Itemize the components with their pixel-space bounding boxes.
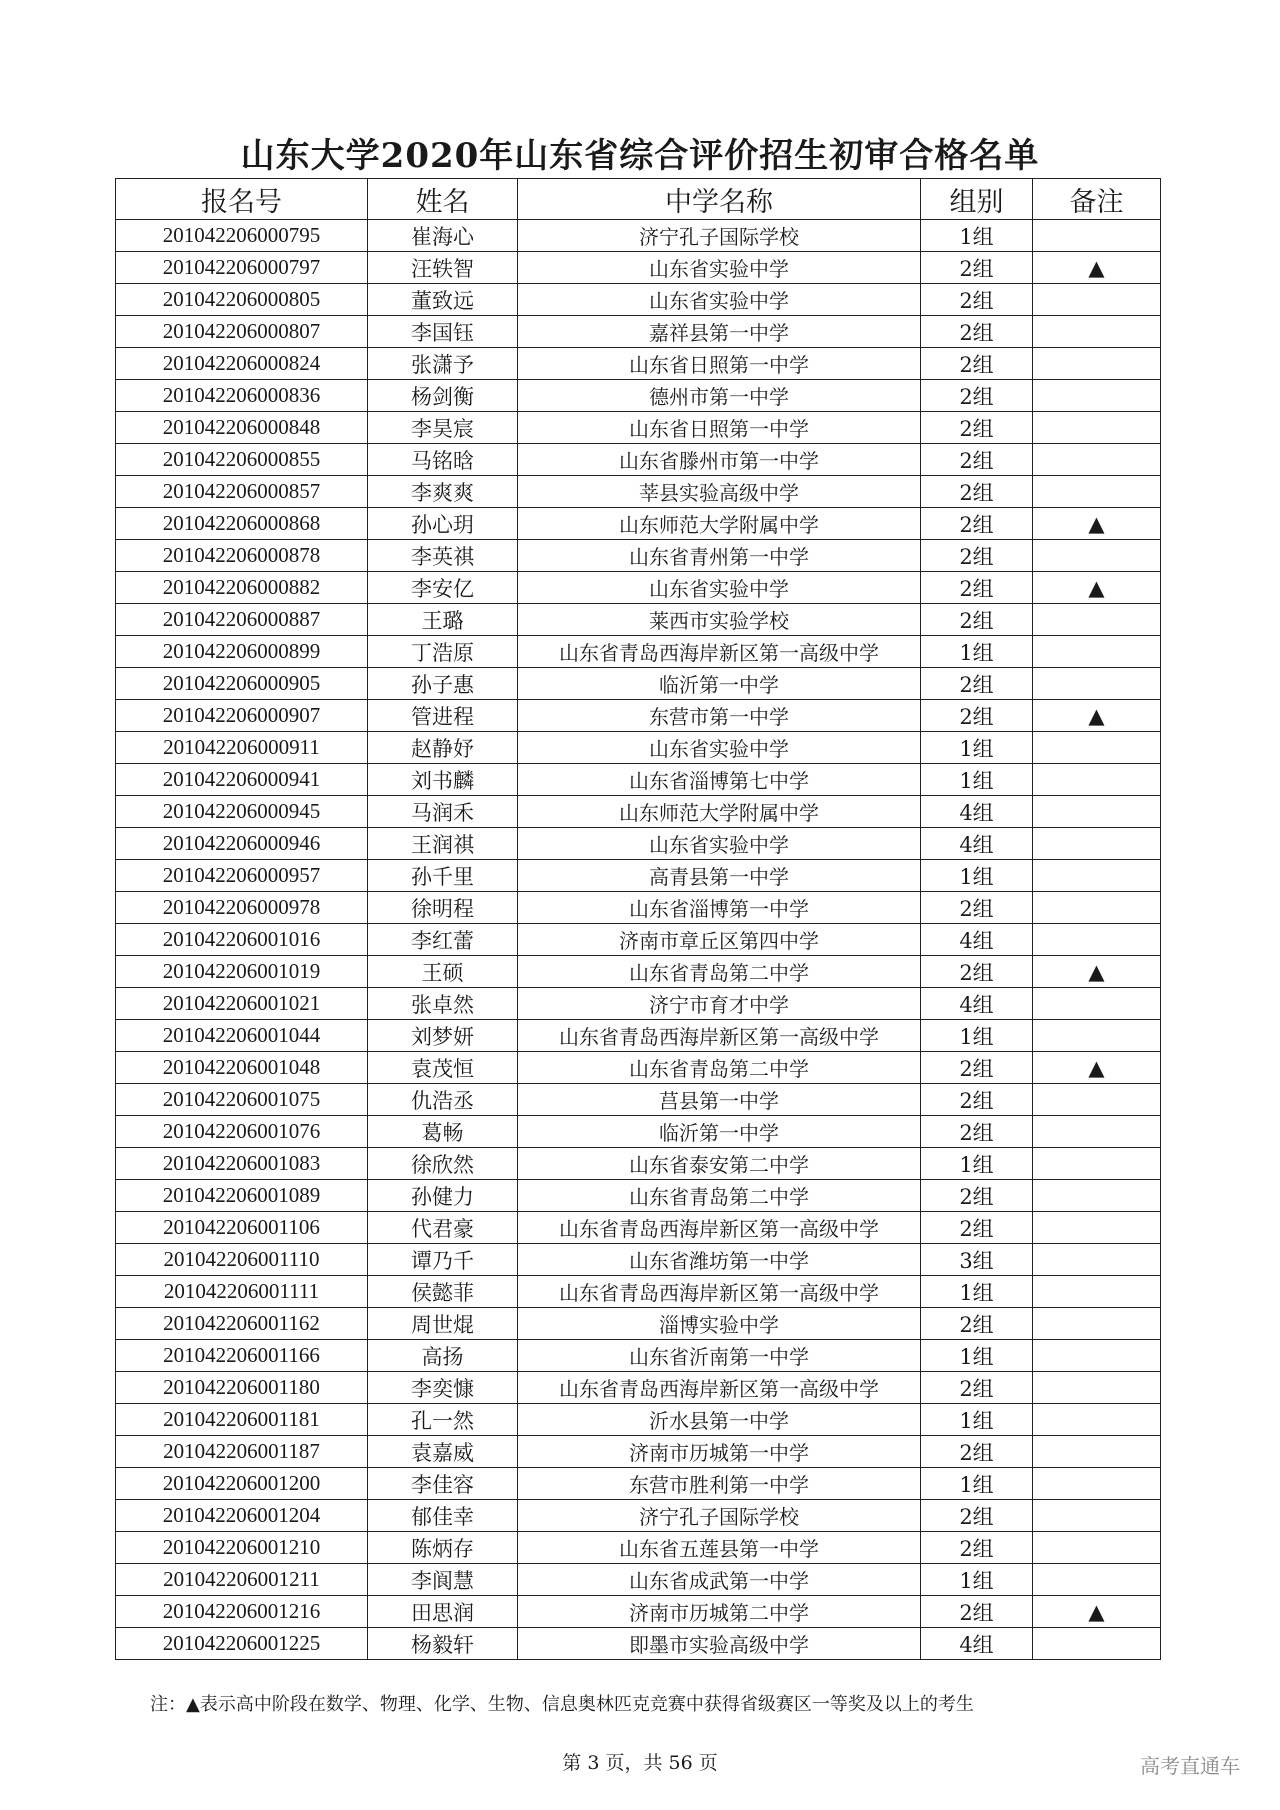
registration-number-cell: 201042206000836 <box>116 380 368 412</box>
table-row <box>116 1372 1161 1404</box>
table-row <box>116 444 1161 476</box>
group-cell: 2组 <box>921 476 1033 508</box>
school-cell: 济南市章丘区第四中学 <box>518 924 921 956</box>
remark-cell <box>1033 284 1161 316</box>
group-cell: 4组 <box>921 1628 1033 1660</box>
school-cell: 沂水县第一中学 <box>518 1404 921 1436</box>
remark-cell <box>1033 1564 1161 1596</box>
group-cell: 2组 <box>921 700 1033 732</box>
remark-cell <box>1033 1116 1161 1148</box>
group-cell: 1组 <box>921 732 1033 764</box>
remark-cell <box>1033 1340 1161 1372</box>
remark-cell <box>1033 636 1161 668</box>
school-cell: 东营市第一中学 <box>518 700 921 732</box>
registration-number-cell: 201042206001210 <box>116 1532 368 1564</box>
registration-number-cell: 201042206001111 <box>116 1276 368 1308</box>
group-cell: 2组 <box>921 1596 1033 1628</box>
school-cell: 山东省日照第一中学 <box>518 348 921 380</box>
group-cell: 2组 <box>921 1532 1033 1564</box>
table-row <box>116 476 1161 508</box>
school-cell: 山东省淄博第一中学 <box>518 892 921 924</box>
group-cell: 2组 <box>921 252 1033 284</box>
remark-cell <box>1033 1308 1161 1340</box>
table-row <box>116 1340 1161 1372</box>
registration-number-cell: 201042206001016 <box>116 924 368 956</box>
remark-cell <box>1033 1404 1161 1436</box>
school-cell: 山东师范大学附属中学 <box>518 508 921 540</box>
remark-cell <box>1033 220 1161 252</box>
name-cell: 代君豪 <box>368 1212 518 1244</box>
remark-cell <box>1033 1020 1161 1052</box>
group-cell: 2组 <box>921 1116 1033 1148</box>
school-cell: 山东省青岛西海岸新区第一高级中学 <box>518 1372 921 1404</box>
group-cell: 4组 <box>921 796 1033 828</box>
remark-cell <box>1033 348 1161 380</box>
remark-cell: ▲ <box>1033 700 1161 732</box>
remark-cell <box>1033 924 1161 956</box>
school-cell: 山东省青岛第二中学 <box>518 1180 921 1212</box>
registration-number-cell: 201042206001216 <box>116 1596 368 1628</box>
group-cell: 1组 <box>921 220 1033 252</box>
table-header-row <box>116 179 1161 220</box>
name-cell: 孙千里 <box>368 860 518 892</box>
registration-number-cell: 201042206001180 <box>116 1372 368 1404</box>
group-cell: 1组 <box>921 1148 1033 1180</box>
registration-number-cell: 201042206000824 <box>116 348 368 380</box>
name-cell: 管进程 <box>368 700 518 732</box>
school-cell: 莒县第一中学 <box>518 1084 921 1116</box>
name-cell: 李阆慧 <box>368 1564 518 1596</box>
group-cell: 4组 <box>921 924 1033 956</box>
table-row <box>116 700 1161 732</box>
name-cell: 汪轶智 <box>368 252 518 284</box>
name-cell: 孔一然 <box>368 1404 518 1436</box>
remark-cell <box>1033 988 1161 1020</box>
registration-number-cell: 201042206000857 <box>116 476 368 508</box>
name-cell: 李英祺 <box>368 540 518 572</box>
remark-cell <box>1033 1532 1161 1564</box>
group-cell: 2组 <box>921 1180 1033 1212</box>
school-cell: 济宁市育才中学 <box>518 988 921 1020</box>
registration-number-cell: 201042206000855 <box>116 444 368 476</box>
school-cell: 山东省实验中学 <box>518 284 921 316</box>
table-row <box>116 1628 1161 1660</box>
group-cell: 2组 <box>921 956 1033 988</box>
table-row <box>116 764 1161 796</box>
header-registration-number: 报名号 <box>116 179 368 220</box>
school-cell: 济南市历城第一中学 <box>518 1436 921 1468</box>
table-row <box>116 796 1161 828</box>
registration-number-cell: 201042206000795 <box>116 220 368 252</box>
table-row <box>116 1500 1161 1532</box>
school-cell: 山东省五莲县第一中学 <box>518 1532 921 1564</box>
header-school: 中学名称 <box>518 179 921 220</box>
page-number: 第 3 页，共 56 页 <box>562 1752 718 1774</box>
group-cell: 1组 <box>921 764 1033 796</box>
remark-cell <box>1033 732 1161 764</box>
remark-cell <box>1033 1244 1161 1276</box>
remark-cell: ▲ <box>1033 508 1161 540</box>
registration-number-cell: 201042206000957 <box>116 860 368 892</box>
table-row <box>116 1468 1161 1500</box>
group-cell: 2组 <box>921 1308 1033 1340</box>
registration-number-cell: 201042206001089 <box>116 1180 368 1212</box>
table-row <box>116 892 1161 924</box>
group-cell: 2组 <box>921 604 1033 636</box>
table-row <box>116 348 1161 380</box>
table-row <box>116 1244 1161 1276</box>
name-cell: 刘书麟 <box>368 764 518 796</box>
registration-number-cell: 201042206001181 <box>116 1404 368 1436</box>
table-row <box>116 572 1161 604</box>
school-cell: 山东省青岛西海岸新区第一高级中学 <box>518 1276 921 1308</box>
table-row <box>116 1436 1161 1468</box>
school-cell: 济宁孔子国际学校 <box>518 1500 921 1532</box>
registration-number-cell: 201042206001019 <box>116 956 368 988</box>
footnote: 注：▲表示高中阶段在数学、物理、化学、生物、信息奥林匹克竞赛中获得省级赛区一等奖及以上的考生 <box>150 1694 974 1715</box>
name-cell: 侯懿菲 <box>368 1276 518 1308</box>
name-cell: 李爽爽 <box>368 476 518 508</box>
school-cell: 莘县实验高级中学 <box>518 476 921 508</box>
registration-number-cell: 201042206001166 <box>116 1340 368 1372</box>
registration-number-cell: 201042206000805 <box>116 284 368 316</box>
name-cell: 郁佳幸 <box>368 1500 518 1532</box>
registration-number-cell: 201042206000807 <box>116 316 368 348</box>
table-row <box>116 988 1161 1020</box>
name-cell: 李昊宸 <box>368 412 518 444</box>
school-cell: 山东省青岛西海岸新区第一高级中学 <box>518 1020 921 1052</box>
name-cell: 董致远 <box>368 284 518 316</box>
group-cell: 1组 <box>921 1340 1033 1372</box>
name-cell: 马润禾 <box>368 796 518 828</box>
school-cell: 山东省泰安第二中学 <box>518 1148 921 1180</box>
table-row <box>116 540 1161 572</box>
name-cell: 袁茂恒 <box>368 1052 518 1084</box>
registration-number-cell: 201042206001048 <box>116 1052 368 1084</box>
watermark: 高考直通车 <box>1140 1754 1240 1778</box>
name-cell: 孙子惠 <box>368 668 518 700</box>
name-cell: 杨剑衡 <box>368 380 518 412</box>
name-cell: 崔海心 <box>368 220 518 252</box>
header-group: 组别 <box>921 179 1033 220</box>
table-row <box>116 316 1161 348</box>
registration-number-cell: 201042206000946 <box>116 828 368 860</box>
registration-number-cell: 201042206000941 <box>116 764 368 796</box>
group-cell: 4组 <box>921 828 1033 860</box>
school-cell: 高青县第一中学 <box>518 860 921 892</box>
name-cell: 王璐 <box>368 604 518 636</box>
school-cell: 山东省实验中学 <box>518 572 921 604</box>
name-cell: 谭乃千 <box>368 1244 518 1276</box>
table-row <box>116 924 1161 956</box>
school-cell: 山东省实验中学 <box>518 732 921 764</box>
school-cell: 山东省沂南第一中学 <box>518 1340 921 1372</box>
name-cell: 葛畅 <box>368 1116 518 1148</box>
group-cell: 2组 <box>921 284 1033 316</box>
table-row <box>116 1020 1161 1052</box>
remark-cell <box>1033 1500 1161 1532</box>
remark-cell <box>1033 1084 1161 1116</box>
table-row <box>116 1180 1161 1212</box>
school-cell: 山东省青岛西海岸新区第一高级中学 <box>518 1212 921 1244</box>
name-cell: 李红蕾 <box>368 924 518 956</box>
group-cell: 2组 <box>921 892 1033 924</box>
registration-number-cell: 201042206000911 <box>116 732 368 764</box>
group-cell: 2组 <box>921 348 1033 380</box>
table-row <box>116 1116 1161 1148</box>
table-row <box>116 1052 1161 1084</box>
registration-number-cell: 201042206000978 <box>116 892 368 924</box>
remark-cell <box>1033 1468 1161 1500</box>
name-cell: 孙心玥 <box>368 508 518 540</box>
group-cell: 2组 <box>921 668 1033 700</box>
group-cell: 2组 <box>921 572 1033 604</box>
remark-cell <box>1033 476 1161 508</box>
group-cell: 1组 <box>921 1020 1033 1052</box>
table-row <box>116 732 1161 764</box>
table-row <box>116 636 1161 668</box>
table-row <box>116 860 1161 892</box>
group-cell: 4组 <box>921 988 1033 1020</box>
name-cell: 仇浩丞 <box>368 1084 518 1116</box>
school-cell: 山东省潍坊第一中学 <box>518 1244 921 1276</box>
name-cell: 李国钰 <box>368 316 518 348</box>
remark-cell <box>1033 1372 1161 1404</box>
school-cell: 莱西市实验学校 <box>518 604 921 636</box>
remark-cell <box>1033 444 1161 476</box>
remark-cell <box>1033 828 1161 860</box>
table-row <box>116 956 1161 988</box>
group-cell: 2组 <box>921 412 1033 444</box>
school-cell: 山东省日照第一中学 <box>518 412 921 444</box>
remark-cell: ▲ <box>1033 1052 1161 1084</box>
group-cell: 1组 <box>921 1276 1033 1308</box>
group-cell: 2组 <box>921 508 1033 540</box>
school-cell: 德州市第一中学 <box>518 380 921 412</box>
table-row <box>116 1308 1161 1340</box>
group-cell: 1组 <box>921 636 1033 668</box>
group-cell: 2组 <box>921 1212 1033 1244</box>
remark-cell <box>1033 796 1161 828</box>
group-cell: 2组 <box>921 1084 1033 1116</box>
registration-number-cell: 201042206000878 <box>116 540 368 572</box>
name-cell: 孙健力 <box>368 1180 518 1212</box>
table-row <box>116 380 1161 412</box>
registration-number-cell: 201042206001211 <box>116 1564 368 1596</box>
remark-cell <box>1033 540 1161 572</box>
table-row <box>116 828 1161 860</box>
table-row <box>116 668 1161 700</box>
header-name: 姓名 <box>368 179 518 220</box>
school-cell: 山东师范大学附属中学 <box>518 796 921 828</box>
school-cell: 山东省青岛西海岸新区第一高级中学 <box>518 636 921 668</box>
registration-number-cell: 201042206000945 <box>116 796 368 828</box>
name-cell: 王润祺 <box>368 828 518 860</box>
table-row <box>116 284 1161 316</box>
remark-cell <box>1033 380 1161 412</box>
registration-number-cell: 201042206000899 <box>116 636 368 668</box>
group-cell: 2组 <box>921 1052 1033 1084</box>
school-cell: 嘉祥县第一中学 <box>518 316 921 348</box>
remark-cell: ▲ <box>1033 1596 1161 1628</box>
school-cell: 淄博实验中学 <box>518 1308 921 1340</box>
remark-cell <box>1033 412 1161 444</box>
registration-number-cell: 201042206000907 <box>116 700 368 732</box>
table-row <box>116 412 1161 444</box>
table-row <box>116 604 1161 636</box>
name-cell: 徐明程 <box>368 892 518 924</box>
school-cell: 山东省实验中学 <box>518 252 921 284</box>
school-cell: 临沂第一中学 <box>518 668 921 700</box>
registration-number-cell: 201042206001204 <box>116 1500 368 1532</box>
remark-cell <box>1033 764 1161 796</box>
table-row <box>116 220 1161 252</box>
registration-number-cell: 201042206001110 <box>116 1244 368 1276</box>
group-cell: 1组 <box>921 1404 1033 1436</box>
remark-cell <box>1033 1148 1161 1180</box>
remark-cell: ▲ <box>1033 956 1161 988</box>
remark-cell: ▲ <box>1033 252 1161 284</box>
school-cell: 山东省实验中学 <box>518 828 921 860</box>
group-cell: 2组 <box>921 316 1033 348</box>
remark-cell <box>1033 1628 1161 1660</box>
name-cell: 李佳容 <box>368 1468 518 1500</box>
name-cell: 袁嘉威 <box>368 1436 518 1468</box>
registration-number-cell: 201042206000882 <box>116 572 368 604</box>
name-cell: 陈炳存 <box>368 1532 518 1564</box>
registration-number-cell: 201042206001200 <box>116 1468 368 1500</box>
school-cell: 山东省滕州市第一中学 <box>518 444 921 476</box>
name-cell: 杨毅轩 <box>368 1628 518 1660</box>
registration-number-cell: 201042206001162 <box>116 1308 368 1340</box>
table-row <box>116 1596 1161 1628</box>
registration-number-cell: 201042206000887 <box>116 604 368 636</box>
school-cell: 即墨市实验高级中学 <box>518 1628 921 1660</box>
remark-cell <box>1033 668 1161 700</box>
name-cell: 张潇予 <box>368 348 518 380</box>
remark-cell <box>1033 1180 1161 1212</box>
school-cell: 山东省淄博第七中学 <box>518 764 921 796</box>
registration-number-cell: 201042206000848 <box>116 412 368 444</box>
registration-number-cell: 201042206001044 <box>116 1020 368 1052</box>
name-cell: 徐欣然 <box>368 1148 518 1180</box>
registration-number-cell: 201042206001076 <box>116 1116 368 1148</box>
group-cell: 3组 <box>921 1244 1033 1276</box>
remark-cell <box>1033 1436 1161 1468</box>
table-row <box>116 1212 1161 1244</box>
name-cell: 田思润 <box>368 1596 518 1628</box>
school-cell: 东营市胜利第一中学 <box>518 1468 921 1500</box>
table-body <box>116 220 1161 1660</box>
remark-cell <box>1033 604 1161 636</box>
group-cell: 2组 <box>921 540 1033 572</box>
table-row <box>116 1564 1161 1596</box>
table-row <box>116 252 1161 284</box>
school-cell: 山东省青州第一中学 <box>518 540 921 572</box>
name-cell: 高扬 <box>368 1340 518 1372</box>
registration-number-cell: 201042206001106 <box>116 1212 368 1244</box>
registration-number-cell: 201042206001075 <box>116 1084 368 1116</box>
registration-number-cell: 201042206001187 <box>116 1436 368 1468</box>
table-row <box>116 1532 1161 1564</box>
registration-number-cell: 201042206000797 <box>116 252 368 284</box>
school-cell: 山东省青岛第二中学 <box>518 956 921 988</box>
candidate-table <box>115 178 1161 1660</box>
header-remark: 备注 <box>1033 179 1161 220</box>
table-row <box>116 1084 1161 1116</box>
table-row <box>116 1404 1161 1436</box>
remark-cell <box>1033 892 1161 924</box>
registration-number-cell: 201042206001083 <box>116 1148 368 1180</box>
group-cell: 2组 <box>921 380 1033 412</box>
registration-number-cell: 201042206000868 <box>116 508 368 540</box>
name-cell: 马铭晗 <box>368 444 518 476</box>
group-cell: 2组 <box>921 444 1033 476</box>
name-cell: 王硕 <box>368 956 518 988</box>
table-row <box>116 508 1161 540</box>
remark-cell <box>1033 1212 1161 1244</box>
group-cell: 1组 <box>921 860 1033 892</box>
school-cell: 山东省青岛第二中学 <box>518 1052 921 1084</box>
group-cell: 2组 <box>921 1436 1033 1468</box>
name-cell: 李奕慷 <box>368 1372 518 1404</box>
remark-cell <box>1033 1276 1161 1308</box>
school-cell: 临沂第一中学 <box>518 1116 921 1148</box>
group-cell: 2组 <box>921 1372 1033 1404</box>
group-cell: 1组 <box>921 1564 1033 1596</box>
remark-cell <box>1033 316 1161 348</box>
name-cell: 刘梦妍 <box>368 1020 518 1052</box>
name-cell: 周世焜 <box>368 1308 518 1340</box>
school-cell: 济宁孔子国际学校 <box>518 220 921 252</box>
name-cell: 李安亿 <box>368 572 518 604</box>
table-row <box>116 1148 1161 1180</box>
school-cell: 山东省成武第一中学 <box>518 1564 921 1596</box>
remark-cell: ▲ <box>1033 572 1161 604</box>
group-cell: 2组 <box>921 1500 1033 1532</box>
registration-number-cell: 201042206000905 <box>116 668 368 700</box>
remark-cell <box>1033 860 1161 892</box>
school-cell: 济南市历城第二中学 <box>518 1596 921 1628</box>
registration-number-cell: 201042206001021 <box>116 988 368 1020</box>
registration-number-cell: 201042206001225 <box>116 1628 368 1660</box>
name-cell: 赵静妤 <box>368 732 518 764</box>
name-cell: 丁浩原 <box>368 636 518 668</box>
group-cell: 1组 <box>921 1468 1033 1500</box>
table-row <box>116 1276 1161 1308</box>
document-title: 山东大学2020年山东省综合评价招生初审合格名单 <box>240 136 1040 176</box>
name-cell: 张卓然 <box>368 988 518 1020</box>
